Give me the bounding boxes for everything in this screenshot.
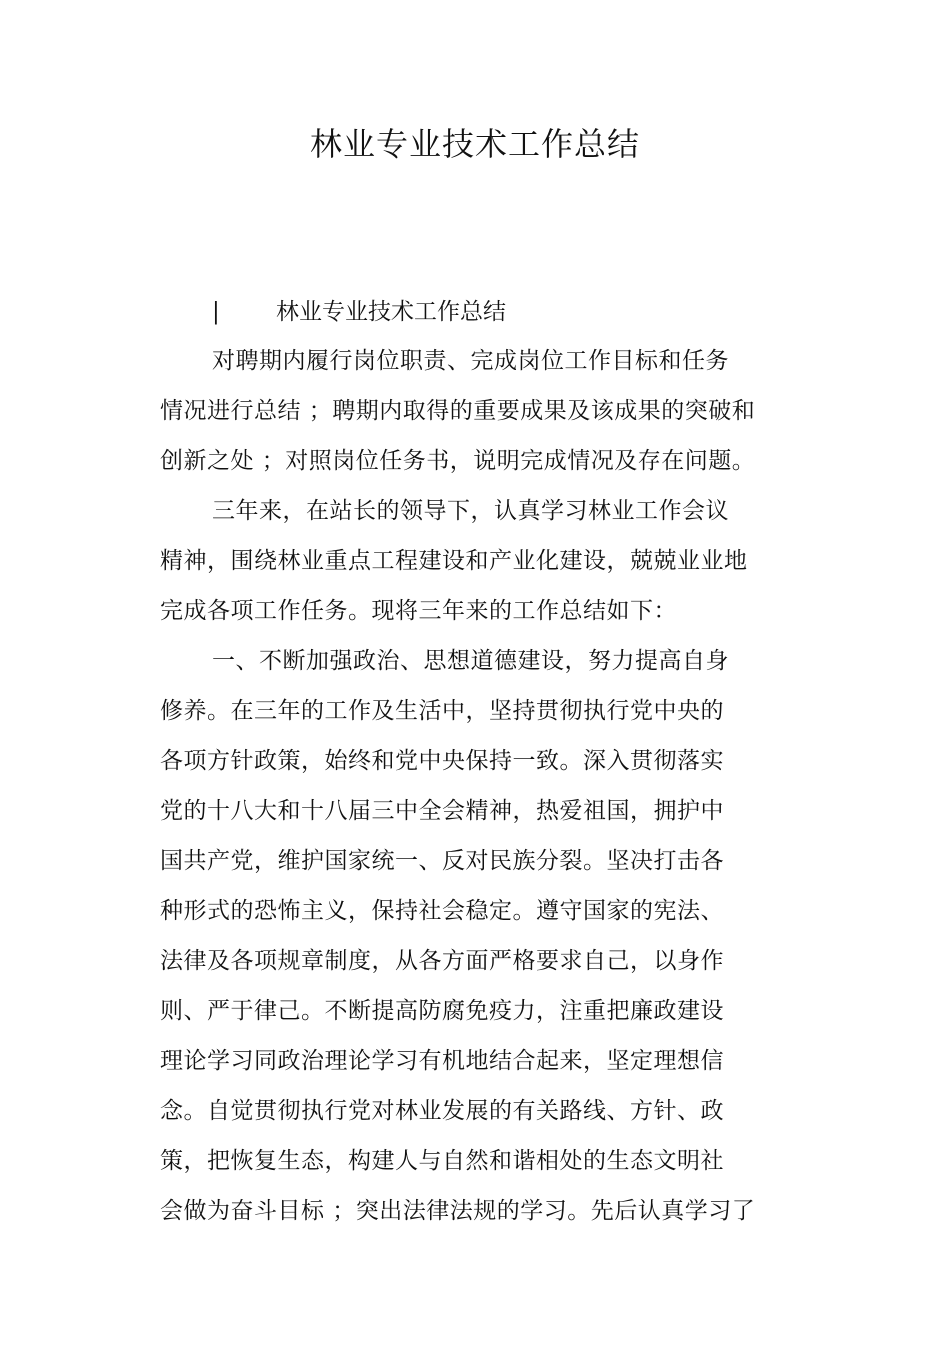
text-line: 一、不断加强政治、思想道德建设，努力提高自身 <box>212 648 729 674</box>
text-line: 策，把恢复生态，构建人与自然和谐相处的生态文明社 <box>160 1148 724 1174</box>
subtitle-mark: | <box>212 299 220 325</box>
text-line: 党的十八大和十八届三中全会精神，热爱祖国，拥护中 <box>160 798 724 824</box>
text-line: 则、严于律己。不断提高防腐免疫力，注重把廉政建设 <box>160 998 724 1024</box>
text-line: 完成各项工作任务。现将三年来的工作总结如下： <box>160 598 677 624</box>
text-line: 国共产党，维护国家统一、反对民族分裂。坚决打击各 <box>160 848 724 874</box>
text-line: 对聘期内履行岗位职责、完成岗位工作目标和任务 <box>212 348 729 374</box>
text-line: 创新之处 ；对照岗位任务书，说明完成情况及存在问题。 <box>160 448 756 474</box>
text-line: 修养。在三年的工作及生活中，坚持贯彻执行党中央的 <box>160 698 724 724</box>
text-line: 各项方针政策，始终和党中央保持一致。深入贯彻落实 <box>160 748 724 774</box>
subtitle: 林业专业技术工作总结 <box>276 299 506 325</box>
text-line: 会做为奋斗目标 ；突出法律法规的学习。先后认真学习了 <box>160 1198 756 1224</box>
text-line: 三年来，在站长的领导下，认真学习林业工作会议 <box>212 498 729 524</box>
text-line: 法律及各项规章制度，从各方面严格要求自己，以身作 <box>160 948 724 974</box>
body-text <box>160 338 760 1238</box>
text-line: 精神，围绕林业重点工程建设和产业化建设，兢兢业业地 <box>160 548 748 574</box>
document-title: 林业专业技术工作总结 <box>309 125 640 163</box>
text-line: 理论学习同政治理论学习有机地结合起来，坚定理想信 <box>160 1048 724 1074</box>
text-line: 种形式的恐怖主义，保持社会稳定。遵守国家的宪法、 <box>160 898 724 924</box>
text-line: 念。自觉贯彻执行党对林业发展的有关路线、方针、政 <box>160 1098 724 1124</box>
text-line: 情况进行总结 ；聘期内取得的重要成果及该成果的突破和 <box>160 398 756 424</box>
